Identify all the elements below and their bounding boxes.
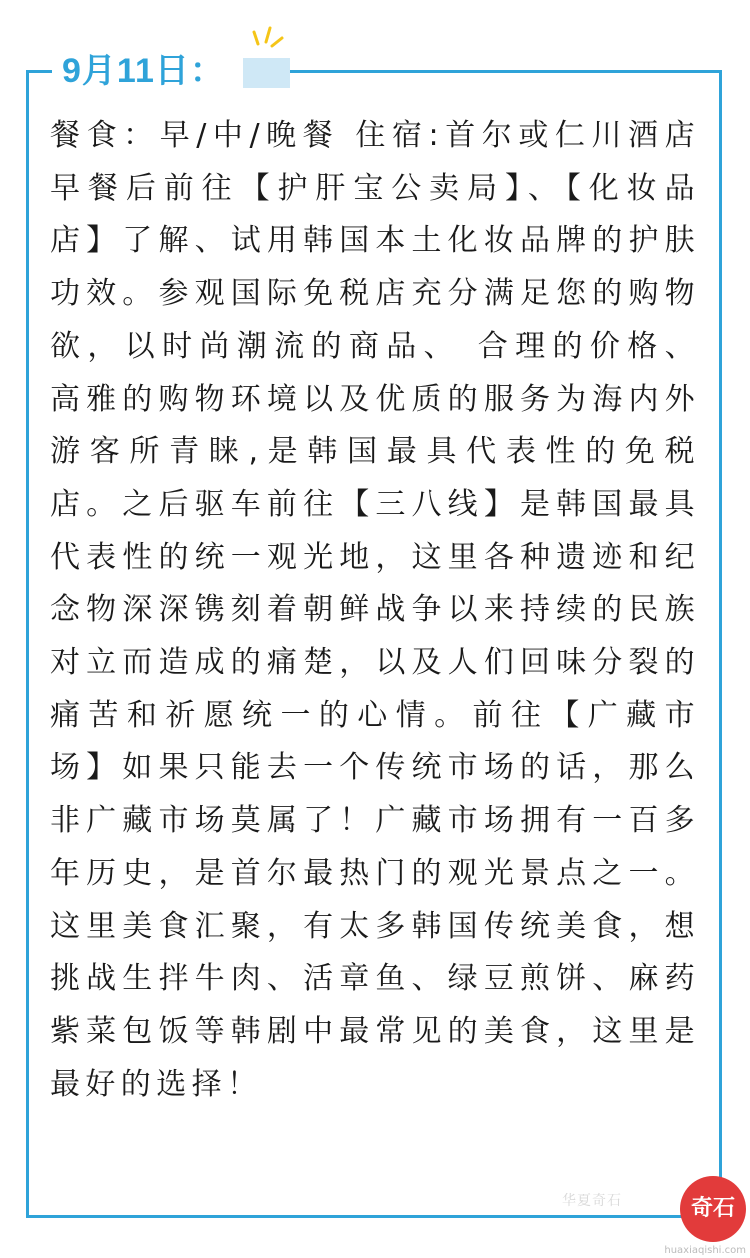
- watermark: [560, 1168, 750, 1258]
- date-title: 9月11日：: [62, 51, 225, 90]
- watermark-text: 华夏奇石: [562, 1193, 622, 1209]
- watermark-url: huaxiaqishi.com: [664, 1245, 746, 1256]
- sparkle-icon: [248, 22, 288, 52]
- itinerary-text: 餐食：早/中/晚餐 住宿:首尔或仁川酒店早餐后前往【护肝宝公卖局】、【化妆品店】了解、试用韩国本土化妆品牌的护肤功效。参观国际免税店充分满足您的购物欲，以时尚潮流的商品、 合理的价格、高雅的购物环境以及优质的服务为海内外游客所青睐,是韩国最具代表性的免税店。之后驱车前往【三八线】是韩国最具代表性的统一观光地，这里各种遗迹和纪念物深深镌刻着朝鲜战争以来持续的民族对立而造成的痛楚，以及人们回味分裂的痛苦和祈愿统一的心情。前往【广藏市场】如果只能去一个传统市场的话，那么非广藏市场莫属了！广藏市场拥有一百多年历史，是首尔最热门的观光景点之一。这里美食汇聚，有太多韩国传统美食，想挑战生拌牛肉、活章鱼、绿豆煎饼、麻药紫菜包饭等韩剧中最常见的美食，这里是最好的选择！: [50, 118, 700, 1102]
- title-box: [52, 44, 243, 90]
- watermark-logo: 奇石: [680, 1176, 746, 1242]
